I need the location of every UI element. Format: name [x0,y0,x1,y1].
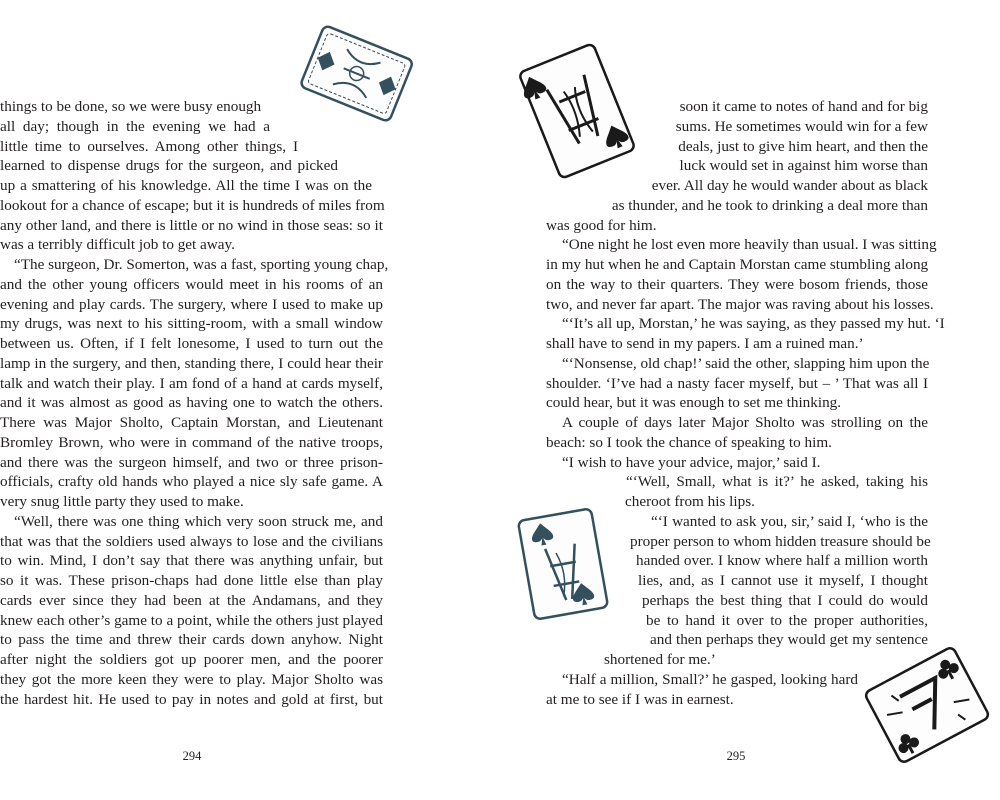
text-line: knew each other’s game to a point, while the others just played [0,611,383,629]
text-line: sums. He sometimes would win for a few [675,117,928,135]
text-line: “Well, there was one thing which very soon struck me, and [14,512,383,530]
text-line: perhaps the best thing that I could do would [642,591,928,609]
text-line: was a terribly difficult job to get away. [0,236,235,254]
text-line: ever. All day he would wander about as black [651,177,928,194]
text-line: two, and never far apart. The major was raving about his losses. [546,295,934,313]
text-line: in my hut when he and Captain Morstan came stumbling along [546,256,929,273]
text-line: so it was. These prison-chaps had done little else than play [0,572,383,589]
text-line: any other land, and there is little or no wind in those seas: so it [0,216,383,234]
text-line: “One night he lost even more heavily than usual. I was sitting [562,236,937,254]
text-line: and there was the surgeon himself, and two or three prison- [0,453,383,471]
text-line: beach: so I took the chance of speaking to him. [546,433,832,451]
text-line: lookout for a chance of escape; but it is hundreds of miles from [0,196,385,214]
text-line: to pass the time and threw their cards down anyhow. Night [0,631,383,649]
text-line: There was Major Sholto, Captain Morstan, and Lieutenant [0,414,383,431]
text-line: A couple of days later Major Sholto was strolling on the [562,414,928,431]
text-line: up a smattering of his knowledge. All the time I was on the [0,177,372,194]
text-line: at me to see if I was in earnest. [546,690,734,708]
text-line: Bromley Brown, who were in command of the native troops, [0,433,383,451]
text-line: to win. Mind, I don’t say that there was anything unfair, but [0,552,383,570]
text-line: cheroot from his lips. [625,493,755,510]
text-line: and the other young officers would meet in his rooms of an [0,275,383,293]
text-line: “The surgeon, Dr. Somerton, was a fast, sporting young chap, [14,256,389,273]
text-line: handed over. I know where half a million worth [636,552,928,570]
text-line: all day; though in the evening we had a [0,117,270,135]
king-spades-card-small-icon [508,504,618,624]
text-line: “‘Well, Small, what is it?’ he asked, taking his [626,473,928,491]
text-line: luck would set in against him worse than [679,157,928,175]
text-line: little time to ourselves. Among other things, I [0,137,298,155]
text-line: evening and play cards. The surgery, where I used to make up [0,295,383,313]
text-line: deals, just to give him heart, and then the [678,137,928,155]
text-line: shoulder. ‘I’ve had a nasty facer myself, but – ’ That was all I [546,374,928,392]
text-line: between us. Often, if I felt lonesome, I used to turn out the [0,335,383,352]
text-line: be to hand it over to the proper authorities, [646,611,928,629]
text-line: and it was almost as good as having one to watch the others. [0,394,383,412]
text-line: could hear, but it was enough to set me thinking. [546,394,842,412]
text-line: soon it came to notes of hand and for big [679,98,928,115]
right-page-number: 295 [726,749,746,763]
text-line: on the way to their quarters. They were bosom friends, those [546,275,928,293]
text-line: and then perhaps they would get my sentence [650,631,928,649]
text-line: “‘Nonsense, old chap!’ said the other, slapping him upon the [562,354,930,372]
text-line: very snug little party they used to make. [0,493,244,510]
text-line: as thunder, and he took to drinking a deal more than [611,196,928,214]
text-line: lies, and, as I cannot use it myself, I thought [638,572,928,589]
king-spades-card-icon [512,36,642,186]
text-line: “Half a million, Small?’ he gasped, looking hard [562,670,858,688]
text-line: lamp in the surgery, and then, standing there, I could hear their [0,354,383,372]
clubs-card-icon [852,640,1000,770]
text-line: talk and watch their play. I am fond of a hand at cards myself, [0,374,383,392]
text-line: cards ever since they had been at the Andamans, and they [0,591,383,609]
text-line: “I wish to have your advice, major,’ said I. [562,453,821,471]
text-line: officials, crafty old hands who played a nice sly safe game. A [0,473,383,491]
text-line: after night the soldiers got up poorer men, and the poorer [0,651,383,668]
text-line: the hardest hit. He used to pay in notes and gold at first, but [0,690,383,708]
text-line: “‘I wanted to ask you, sir,’ said I, ‘who is the [651,512,928,530]
text-line: proper person to whom hidden treasure should be [630,532,931,550]
left-page-number: 294 [182,749,202,763]
text-line: was good for him. [546,216,657,234]
diamond-card-icon [280,20,430,130]
text-line: shortened for me.’ [604,651,716,668]
text-line: that was that the soldiers used always to lose and the civilians [0,532,383,550]
text-line: “‘It’s all up, Morstan,’ he was saying, as they passed my hut. ‘I [562,315,945,333]
text-line: they got the more keen they were to play. Major Sholto was [0,670,383,688]
text-line: my drugs, was next to his sitting-room, with a small window [0,315,383,333]
text-line: shall have to send in my papers. I am a ruined man.’ [546,335,864,352]
text-line: things to be done, so we were busy enough [0,98,262,115]
text-line: learned to dispense drugs for the surgeon, and picked [0,157,338,175]
